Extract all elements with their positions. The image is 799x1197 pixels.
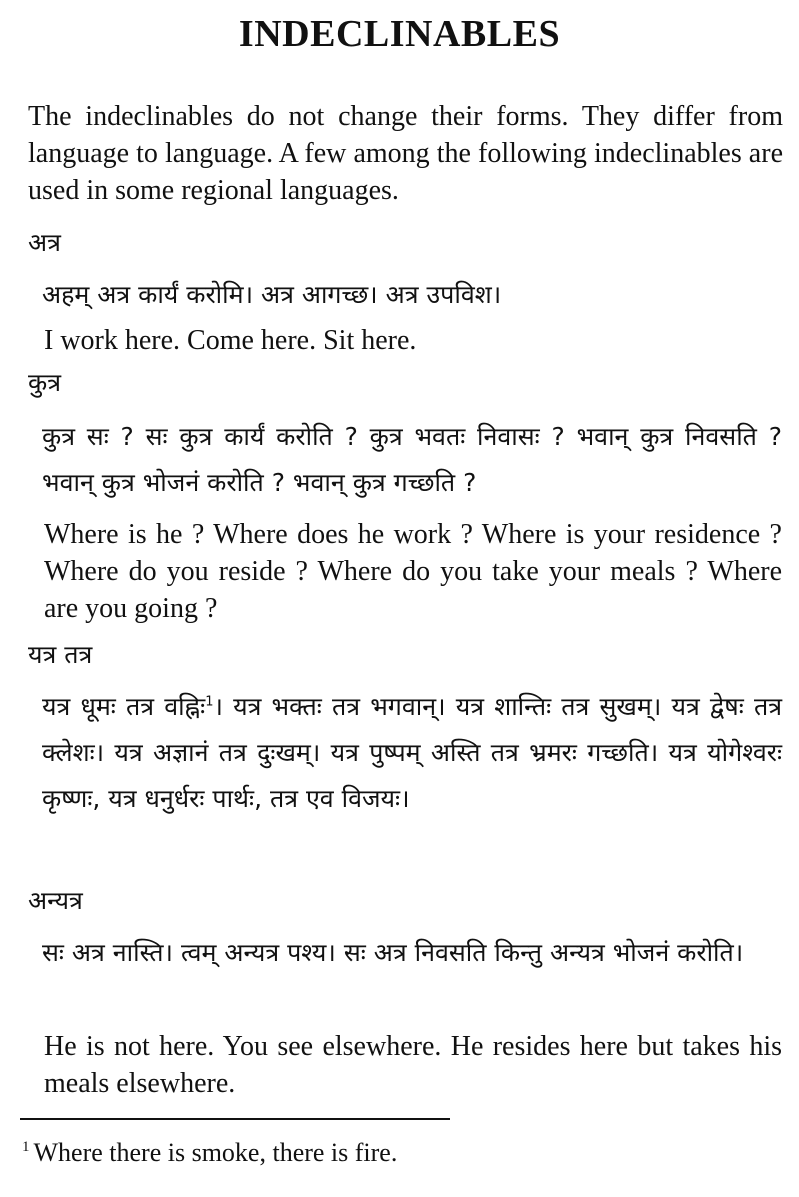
- section-heading-yatra-tatra: यत्र तत्र: [28, 640, 93, 669]
- footnote-marker: 1: [22, 1139, 30, 1156]
- sanskrit-text-kutra: कुत्र सः ? सः कुत्र कार्यं करोति ? कुत्र भवतः निवासः ? भवान् कुत्र निवसति ? भवान् कुत्र भोजनं करोति ? भवान् कुत्र गच्छति ?: [42, 422, 782, 497]
- footnote-divider: [20, 1118, 450, 1120]
- section-heading-atra: अत्र: [28, 228, 61, 257]
- sanskrit-text-yatra-tatra-start: यत्र धूमः तत्र वह्निः: [42, 692, 206, 721]
- english-translation-anyatra: He is not here. You see elsewhere. He resides here but takes his meals elsewhere.: [44, 1031, 782, 1099]
- english-translation-atra: I work here. Come here. Sit here.: [44, 325, 417, 356]
- intro-paragraph: The indeclinables do not change their forms. They differ from language to language. A few among the following indeclinables are used in some regional languages.: [28, 101, 783, 206]
- section-heading-anyatra: अन्यत्र: [28, 886, 83, 915]
- sanskrit-text-yatra-tatra-rest: । यत्र भक्तः तत्र भगवान्। यत्र शान्तिः तत्र सुखम्। यत्र द्वेषः तत्र क्लेशः। यत्र अज्ञानं तत्र दुःखम्। यत्र पुष्पम् अस्ति तत्र भ्रमरः गच्छति। यत्र योगेश्वरः कृष्णः, यत्र धनुर्धरः पार्थः, तत्र एव विजयः।: [42, 692, 782, 813]
- footnote: [22, 1136, 782, 1170]
- sanskrit-text-anyatra: सः अत्र नास्ति। त्वम् अन्यत्र पश्य। सः अत्र निवसति किन्तु अन्यत्र भोजनं करोति।: [42, 938, 744, 967]
- footnote-reference: 1: [205, 694, 214, 710]
- footnote-text: Where there is smoke, there is fire.: [33, 1138, 398, 1167]
- sanskrit-text-yatra-tatra: [42, 684, 782, 822]
- english-translation-kutra: Where is he ? Where does he work ? Where is your residence ? Where do you reside ? Where do you take your meals ? Where are you going ?: [44, 519, 782, 624]
- page-title: INDECLINABLES: [238, 13, 561, 55]
- section-heading-kutra: कुत्र: [28, 368, 62, 397]
- sanskrit-text-atra: अहम् अत्र कार्यं करोमि। अत्र आगच्छ। अत्र उपविश।: [42, 280, 502, 309]
